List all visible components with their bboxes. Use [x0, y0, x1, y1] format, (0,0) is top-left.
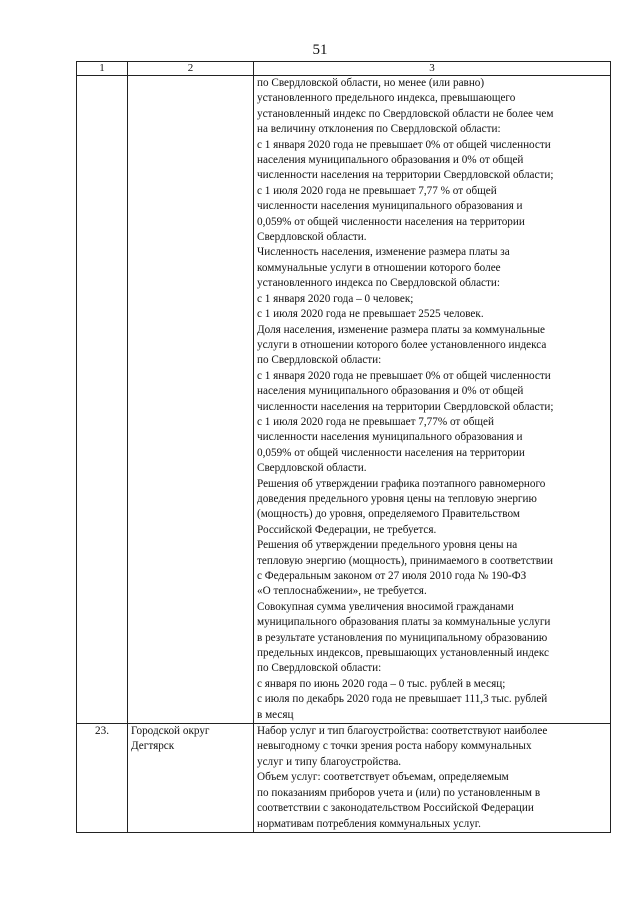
column-header-1: 1 — [77, 62, 128, 76]
text-line: Набор услуг и тип благоустройства: соответствуют наиболее — [257, 725, 548, 738]
text-line: с июля по декабрь 2020 года не превышает 111,3 тыс. рублей — [257, 693, 548, 706]
text-line: доведения предельного уровня цены на тепловую энергию — [257, 492, 537, 505]
text-line: Городской округ — [131, 725, 210, 738]
text-line: предельных индексов, превышающих установленный индекс — [257, 647, 549, 660]
document-table — [76, 61, 611, 833]
description-cell — [254, 76, 611, 724]
text-line: Решения об утверждении предельного уровня цены на — [257, 539, 518, 552]
description-cell — [254, 724, 611, 833]
text-line: с 1 января 2020 года не превышает 0% от общей численности — [257, 369, 551, 382]
text-line: с Федеральным законом от 27 июля 2010 года № 190-ФЗ — [257, 570, 527, 582]
text-line: тепловую энергию (мощность), принимаемого в соответствии — [257, 554, 554, 567]
text-line: с 1 января 2020 года – 0 человек; — [257, 292, 414, 305]
text-line: с 1 июля 2020 года не превышает 7,77% от общей — [257, 415, 494, 428]
text-line: численности населения на территории Свердловской области; — [257, 169, 554, 182]
text-line: Решения об утверждении графика поэтапного равномерного — [257, 477, 546, 490]
text-line: населения муниципального образования и 0% от общей — [257, 385, 524, 398]
table-header-row — [77, 62, 611, 76]
text-line: Российской Федерации, не требуется. — [257, 523, 437, 536]
text-line: по Свердловской области: — [257, 354, 382, 367]
text-line: соответствии с законодательством Российской Федерации — [257, 802, 534, 815]
text-line: по Свердловской области, но менее (или равно) — [257, 77, 485, 89]
text-line: «О теплоснабжении», не требуется. — [257, 585, 427, 598]
column-header-2: 2 — [128, 62, 254, 76]
text-line: нормативам потребления коммунальных услуг. — [257, 817, 481, 830]
text-line: 0,059% от общей численности населения на территории — [257, 215, 525, 228]
municipality-cell — [128, 76, 254, 724]
text-line: в результате установления по муниципальному образованию — [257, 631, 548, 644]
text-line: Совокупная сумма увеличения вносимой гражданами — [257, 600, 514, 613]
text-line: услуг и типу благоустройства. — [257, 755, 402, 768]
text-line: 0,059% от общей численности населения на территории — [257, 446, 525, 459]
text-line: Объем услуг: соответствует объемам, определяемым — [257, 771, 509, 784]
text-line: невыгодному с точки зрения роста набору коммунальных — [257, 740, 532, 753]
page-number: 51 — [312, 42, 328, 58]
text-line: Свердловской области. — [257, 462, 367, 475]
text-line: по показаниям приборов учета и (или) по установленным в — [257, 786, 541, 799]
text-line: с 1 января 2020 года не превышает 0% от общей численности — [257, 138, 551, 151]
text-line: установленный индекс по Свердловской области не более чем — [257, 107, 554, 120]
text-line: муниципального образования платы за коммунальные услуги — [257, 616, 551, 629]
text-line: установленного предельного индекса, превышающего — [257, 92, 516, 105]
text-line: численности населения муниципального образования и — [257, 200, 523, 213]
text-line: услуги в отношении которого более установленного индекса — [257, 338, 547, 351]
text-line: Численность населения, изменение размера платы за — [257, 246, 510, 259]
row-number-cell: 23. — [77, 724, 128, 833]
text-line: с января по июнь 2020 года – 0 тыс. рублей в месяц; — [257, 677, 506, 690]
text-line: Дегтярск — [131, 740, 175, 753]
text-line: населения муниципального образования и 0% от общей — [257, 154, 524, 167]
text-line: коммунальные услуги в отношении которого более — [257, 261, 501, 274]
text-line: численности населения на территории Свердловской области; — [257, 400, 554, 413]
text-line: с 1 июля 2020 года не превышает 2525 человек. — [257, 308, 484, 321]
text-line: (мощность) до уровня, определяемого Правительством — [257, 508, 520, 521]
text-line: численности населения муниципального образования и — [257, 431, 523, 444]
column-header-3: 3 — [254, 62, 611, 76]
row-number-cell — [77, 76, 128, 724]
text-line: по Свердловской области: — [257, 662, 382, 675]
text-line: с 1 июля 2020 года не превышает 7,77 % от общей — [257, 184, 497, 197]
municipality-cell — [128, 724, 254, 833]
text-line: установленного индекса по Свердловской области: — [257, 277, 501, 290]
table-row — [77, 76, 611, 724]
text-line: на величину отклонения по Свердловской области: — [257, 123, 501, 136]
text-line: Свердловской области. — [257, 231, 367, 244]
text-line: в месяц — [257, 708, 294, 721]
text-line: Доля населения, изменение размера платы за коммунальные — [257, 323, 545, 336]
table-row — [77, 724, 611, 833]
